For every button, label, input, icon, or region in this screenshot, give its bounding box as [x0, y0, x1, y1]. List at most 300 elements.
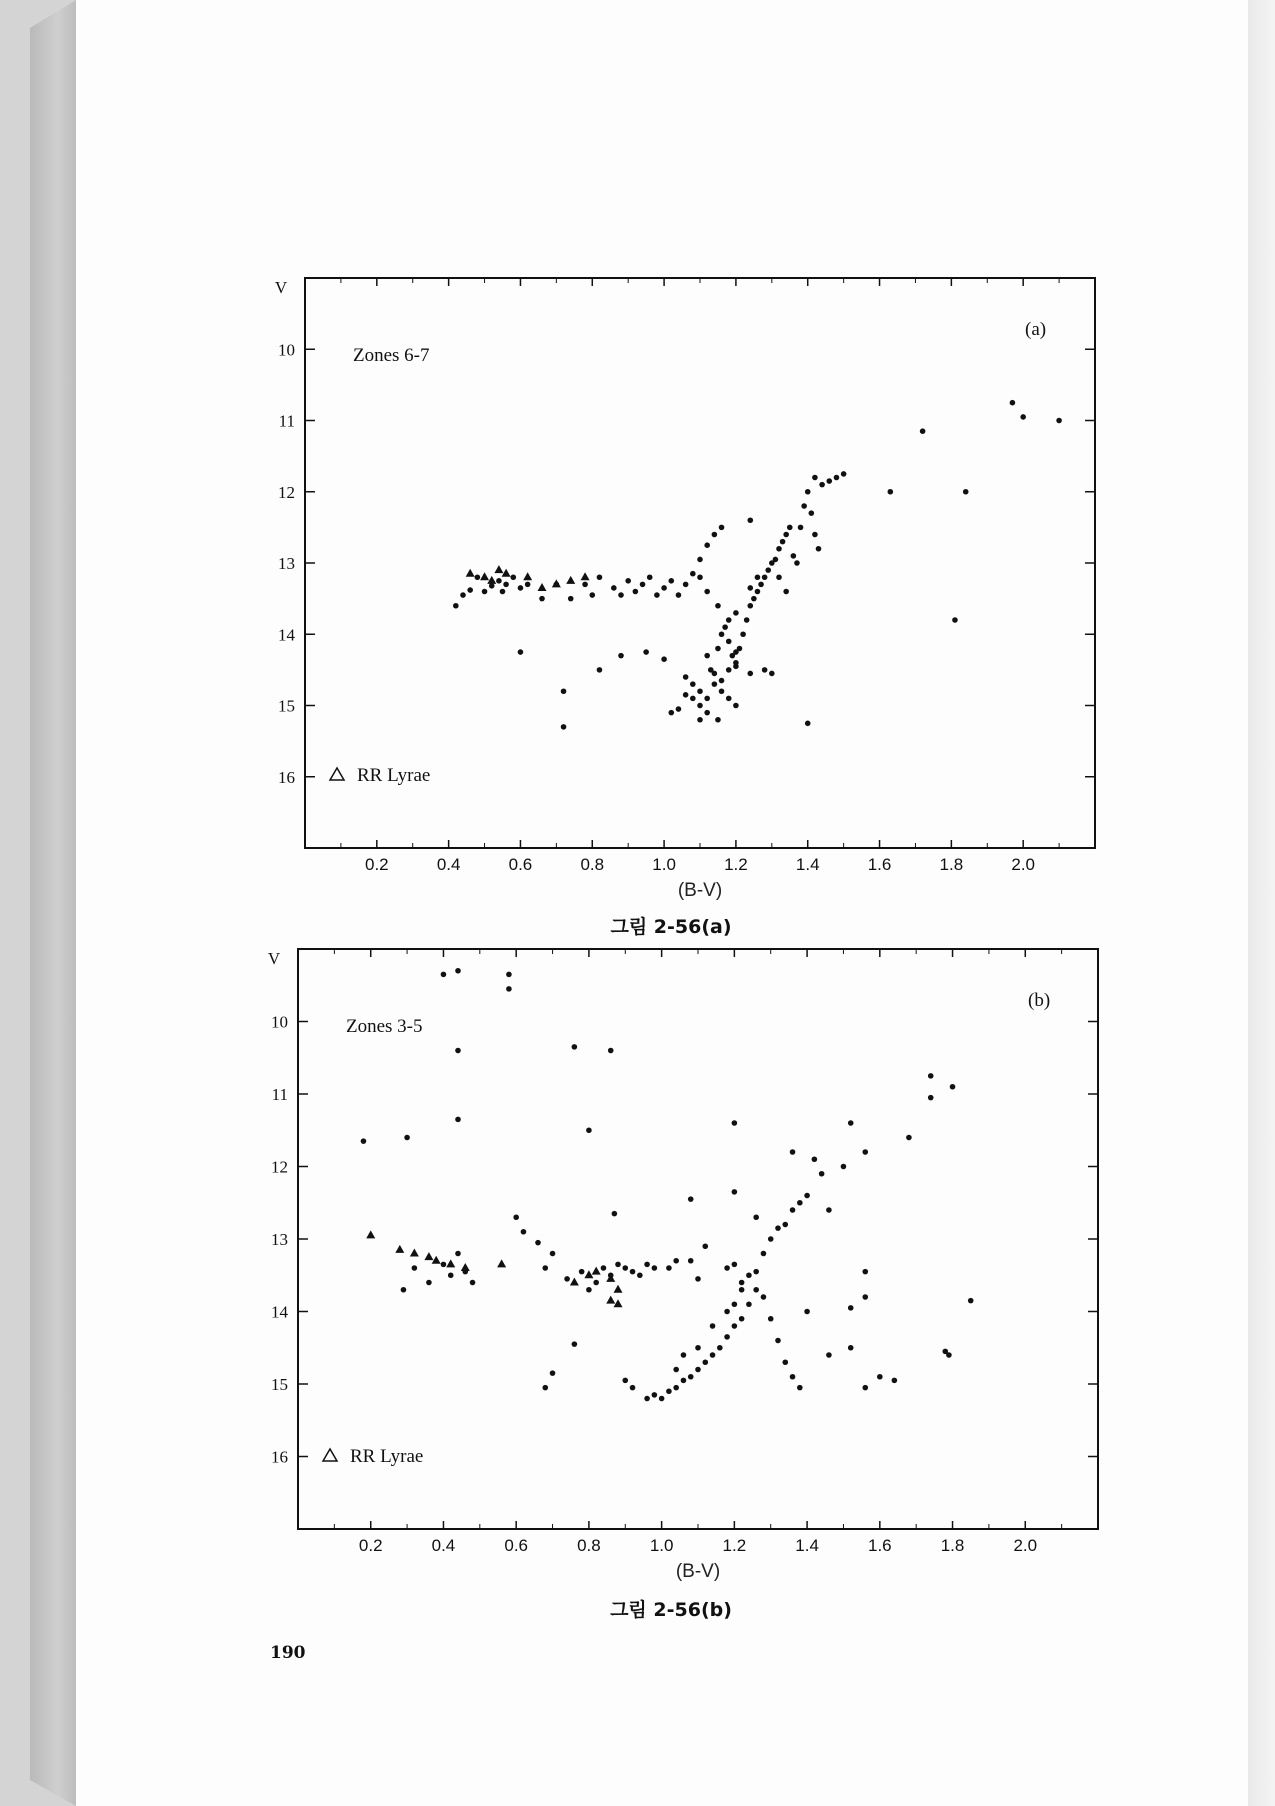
star-point	[455, 1117, 461, 1123]
rr-lyrae-point	[366, 1230, 375, 1238]
rr-lyrae-point	[523, 572, 532, 580]
rr-lyrae-point	[538, 583, 547, 591]
y-tick-label: 12	[271, 1157, 288, 1177]
star-point	[888, 489, 894, 495]
star-point	[601, 1265, 607, 1271]
star-point	[950, 1084, 956, 1090]
rr-lyrae-point	[461, 1263, 470, 1271]
star-point	[697, 574, 703, 580]
rr-lyrae-point	[614, 1285, 623, 1293]
star-point	[920, 428, 926, 434]
star-point	[412, 1265, 418, 1271]
star-point	[441, 972, 447, 978]
chart-panel-a	[250, 270, 1110, 901]
star-point	[550, 1251, 556, 1257]
star-point	[826, 1352, 832, 1358]
x-tick-label: 1.8	[940, 1536, 965, 1555]
star-point	[719, 688, 725, 694]
star-point	[542, 1265, 548, 1271]
star-point	[1056, 418, 1062, 424]
y-tick-label: 14	[278, 625, 295, 645]
scatter-chart-a	[250, 270, 1110, 901]
rr-lyrae-point	[592, 1267, 601, 1275]
star-point	[612, 1211, 618, 1217]
star-point	[790, 1207, 796, 1213]
star-point	[676, 706, 682, 712]
rr-lyrae-point	[494, 565, 503, 573]
star-point	[710, 1352, 716, 1358]
star-point	[695, 1345, 701, 1351]
star-point	[877, 1374, 883, 1380]
star-point	[747, 603, 753, 609]
y-tick-label: 16	[278, 767, 295, 787]
star-point	[744, 617, 750, 623]
star-point	[697, 703, 703, 709]
star-point	[812, 1156, 818, 1162]
star-point	[776, 574, 782, 580]
star-point	[510, 574, 516, 580]
star-point	[661, 585, 667, 591]
star-point	[712, 532, 718, 538]
star-point	[968, 1298, 974, 1304]
star-point	[688, 1196, 694, 1202]
star-point	[475, 574, 481, 580]
star-point	[798, 525, 804, 531]
star-point	[816, 546, 822, 552]
star-point	[826, 1207, 832, 1213]
star-point	[704, 542, 710, 548]
rr-lyrae-point	[570, 1278, 579, 1286]
star-point	[644, 1262, 650, 1268]
rr-lyrae-point	[480, 572, 489, 580]
star-point	[780, 539, 786, 545]
star-point	[644, 1396, 650, 1402]
y-tick-label: 16	[271, 1447, 288, 1467]
star-point	[719, 678, 725, 684]
star-point	[732, 1262, 738, 1268]
y-axis-label: V	[274, 278, 288, 297]
x-tick-label: 0.4	[431, 1536, 456, 1555]
star-point	[722, 624, 728, 630]
star-point	[746, 1272, 752, 1278]
star-point	[862, 1294, 868, 1300]
star-point	[467, 587, 473, 593]
star-point	[455, 1251, 461, 1257]
y-tick-label: 12	[278, 482, 295, 502]
star-point	[1020, 414, 1026, 420]
star-point	[733, 610, 739, 616]
x-tick-label: 1.2	[724, 855, 748, 874]
figure-caption-b: 그림 2-56(b)	[610, 1599, 732, 1621]
star-point	[652, 1265, 658, 1271]
star-point	[782, 1359, 788, 1365]
star-point	[697, 557, 703, 563]
star-point	[841, 1164, 847, 1170]
star-point	[733, 664, 739, 670]
star-point	[790, 1149, 796, 1155]
star-point	[506, 986, 512, 992]
star-point	[773, 557, 779, 563]
star-point	[765, 567, 771, 573]
figure-caption-a: 그림 2-56(a)	[610, 916, 732, 938]
star-point	[525, 582, 531, 588]
panel-letter: (a)	[1025, 319, 1047, 340]
star-point	[676, 592, 682, 598]
x-axis-label: (B-V)	[677, 880, 723, 901]
star-point	[739, 1287, 745, 1293]
star-point	[733, 703, 739, 709]
star-point	[702, 1243, 708, 1249]
star-point	[401, 1287, 407, 1293]
star-point	[946, 1352, 952, 1358]
star-point	[768, 1316, 774, 1322]
x-tick-label: 1.0	[649, 1536, 674, 1555]
star-point	[618, 592, 624, 598]
star-point	[441, 1262, 447, 1268]
star-point	[597, 667, 603, 673]
star-point	[732, 1323, 738, 1329]
star-point	[724, 1334, 730, 1340]
star-point	[740, 631, 746, 637]
star-point	[804, 1193, 810, 1199]
star-point	[550, 1370, 556, 1376]
x-tick-label: 1.4	[795, 1536, 819, 1555]
star-point	[561, 724, 567, 730]
rr-lyrae-point	[581, 572, 590, 580]
star-point	[963, 489, 969, 495]
star-point	[710, 1323, 716, 1329]
star-point	[769, 671, 775, 677]
star-point	[704, 653, 710, 659]
x-tick-label: 2.0	[1013, 1536, 1038, 1555]
star-point	[611, 585, 617, 591]
star-point	[768, 1236, 774, 1242]
star-point	[755, 589, 761, 595]
star-point	[622, 1265, 628, 1271]
star-point	[482, 589, 488, 595]
x-tick-label: 1.8	[939, 855, 964, 874]
star-point	[928, 1073, 934, 1079]
star-point	[593, 1280, 599, 1286]
star-point	[683, 692, 689, 698]
x-tick-label: 1.6	[867, 855, 892, 874]
star-point	[848, 1345, 854, 1351]
x-tick-label: 0.8	[580, 855, 605, 874]
star-point	[643, 649, 649, 655]
star-point	[726, 617, 732, 623]
star-point	[690, 571, 696, 577]
rr-lyrae-point	[497, 1259, 506, 1267]
star-point	[518, 585, 524, 591]
scatter-chart-b	[250, 942, 1110, 1582]
rr-lyrae-point	[466, 569, 475, 577]
x-tick-label: 0.8	[577, 1536, 601, 1555]
star-point	[618, 653, 624, 659]
x-tick-label: 0.2	[364, 855, 389, 874]
page-right-edge	[1248, 0, 1275, 1806]
legend-triangle-icon	[323, 1449, 337, 1461]
y-tick-label: 11	[271, 1085, 288, 1104]
star-point	[747, 585, 753, 591]
star-point	[801, 503, 807, 509]
x-tick-label: 2.0	[1011, 855, 1036, 874]
star-point	[690, 696, 696, 702]
star-point	[732, 1189, 738, 1195]
rr-lyrae-point	[424, 1252, 433, 1260]
star-point	[637, 1272, 643, 1278]
star-point	[708, 667, 714, 673]
star-point	[928, 1095, 934, 1101]
star-point	[790, 1374, 796, 1380]
star-point	[622, 1378, 628, 1384]
star-point	[812, 532, 818, 538]
star-point	[794, 560, 800, 566]
star-point	[712, 681, 718, 687]
y-tick-label: 11	[278, 411, 295, 431]
star-point	[426, 1280, 432, 1286]
rr-lyrae-point	[446, 1259, 455, 1267]
star-point	[521, 1229, 527, 1235]
star-point	[724, 1309, 730, 1315]
star-point	[640, 582, 646, 588]
star-point	[776, 546, 782, 552]
star-point	[758, 582, 764, 588]
star-point	[625, 578, 631, 584]
star-point	[819, 1171, 825, 1177]
star-point	[826, 478, 832, 484]
star-point	[805, 721, 811, 727]
x-tick-label: 1.2	[722, 1536, 747, 1555]
star-point	[892, 1378, 898, 1384]
star-point	[695, 1276, 701, 1282]
star-point	[783, 532, 789, 538]
star-point	[834, 475, 840, 481]
star-point	[724, 1265, 730, 1271]
star-point	[862, 1385, 868, 1391]
legend-triangle-icon	[330, 768, 344, 780]
star-point	[862, 1269, 868, 1275]
star-point	[717, 1345, 723, 1351]
x-tick-label: 0.4	[436, 855, 461, 874]
star-point	[783, 589, 789, 595]
y-axis-label: V	[267, 949, 281, 968]
star-point	[470, 1280, 476, 1286]
star-point	[726, 696, 732, 702]
star-point	[761, 1251, 767, 1257]
star-point	[404, 1135, 410, 1141]
star-point	[568, 596, 574, 602]
star-point	[1010, 400, 1016, 406]
star-point	[732, 1301, 738, 1307]
star-point	[630, 1269, 636, 1275]
star-point	[747, 517, 753, 523]
star-point	[952, 617, 958, 623]
star-point	[535, 1240, 541, 1246]
star-point	[719, 631, 725, 637]
star-point	[615, 1262, 621, 1268]
star-point	[704, 696, 710, 702]
star-point	[739, 1280, 745, 1286]
star-point	[661, 656, 667, 662]
star-point	[681, 1352, 687, 1358]
zone-label: Zones 3-5	[346, 1016, 423, 1037]
star-point	[673, 1367, 679, 1373]
star-point	[506, 972, 512, 978]
star-point	[673, 1385, 679, 1391]
star-point	[659, 1396, 665, 1402]
y-tick-label: 15	[278, 696, 295, 716]
star-point	[797, 1385, 803, 1391]
star-point	[719, 525, 725, 531]
star-point	[460, 592, 466, 598]
y-tick-label: 15	[271, 1375, 288, 1394]
star-point	[841, 471, 847, 477]
star-point	[762, 667, 768, 673]
zone-label: Zones 6-7	[353, 345, 430, 366]
x-tick-label: 1.0	[652, 855, 676, 874]
star-point	[787, 525, 793, 531]
star-point	[539, 596, 545, 602]
star-point	[453, 603, 459, 609]
star-point	[715, 646, 721, 652]
star-point	[739, 1316, 745, 1322]
star-point	[753, 1214, 759, 1220]
star-point	[586, 1287, 592, 1293]
star-point	[751, 596, 757, 602]
star-point	[586, 1127, 592, 1133]
star-point	[496, 578, 502, 584]
star-point	[666, 1388, 672, 1394]
star-point	[572, 1341, 578, 1347]
star-point	[732, 1120, 738, 1126]
star-point	[630, 1385, 636, 1391]
star-point	[668, 710, 674, 716]
star-point	[361, 1138, 367, 1144]
star-point	[862, 1149, 868, 1155]
star-point	[597, 574, 603, 580]
star-point	[775, 1338, 781, 1344]
star-point	[782, 1222, 788, 1228]
star-point	[726, 667, 732, 673]
star-point	[503, 582, 509, 588]
panel-letter: (b)	[1028, 990, 1051, 1011]
star-point	[733, 649, 739, 655]
rr-lyrae-point	[552, 579, 561, 587]
x-tick-label: 0.6	[504, 1536, 529, 1555]
rr-lyrae-point	[395, 1245, 404, 1253]
y-tick-label: 13	[278, 554, 295, 573]
y-tick-label: 14	[271, 1302, 288, 1322]
star-point	[753, 1287, 759, 1293]
star-point	[697, 688, 703, 694]
star-point	[726, 639, 732, 645]
star-point	[572, 1044, 578, 1050]
x-tick-label: 0.2	[358, 1536, 383, 1555]
legend-label: RR Lyrae	[357, 765, 431, 786]
star-point	[518, 649, 524, 655]
star-point	[654, 592, 660, 598]
star-point	[695, 1367, 701, 1373]
star-point	[715, 717, 721, 723]
star-point	[652, 1392, 658, 1398]
legend-label: RR Lyrae	[350, 1446, 424, 1467]
star-point	[489, 583, 495, 589]
star-point	[755, 574, 761, 580]
star-point	[647, 574, 653, 580]
star-point	[848, 1305, 854, 1311]
x-tick-label: 1.4	[795, 855, 820, 874]
star-point	[715, 603, 721, 609]
y-tick-label: 13	[271, 1230, 288, 1249]
star-point	[561, 688, 567, 694]
star-point	[804, 1309, 810, 1315]
star-point	[690, 681, 696, 687]
star-point	[455, 1048, 461, 1054]
star-point	[819, 482, 825, 488]
star-point	[704, 710, 710, 716]
page-number: 190	[270, 1643, 306, 1663]
star-point	[542, 1385, 548, 1391]
star-point	[688, 1374, 694, 1380]
x-axis-label: (B-V)	[675, 1561, 721, 1582]
star-point	[683, 674, 689, 680]
star-point	[683, 582, 689, 588]
star-point	[455, 968, 461, 974]
star-point	[809, 510, 815, 516]
star-point	[673, 1258, 679, 1264]
star-point	[848, 1120, 854, 1126]
star-point	[762, 574, 768, 580]
star-point	[681, 1378, 687, 1384]
star-point	[812, 475, 818, 481]
star-point	[513, 1214, 519, 1220]
star-point	[775, 1225, 781, 1231]
star-point	[797, 1200, 803, 1206]
star-point	[589, 592, 595, 598]
y-tick-label: 10	[271, 1012, 288, 1032]
star-point	[579, 1269, 585, 1275]
star-point	[448, 1272, 454, 1278]
star-point	[805, 489, 811, 495]
rr-lyrae-point	[606, 1296, 615, 1304]
rr-lyrae-point	[606, 1274, 615, 1282]
chart-panel-b	[250, 942, 1110, 1582]
star-point	[747, 671, 753, 677]
x-tick-label: 0.6	[508, 855, 533, 874]
star-point	[500, 589, 506, 595]
star-point	[633, 589, 639, 595]
star-point	[564, 1276, 570, 1282]
star-point	[704, 589, 710, 595]
star-point	[608, 1048, 614, 1054]
star-point	[906, 1135, 912, 1141]
star-point	[666, 1265, 672, 1271]
rr-lyrae-point	[410, 1249, 419, 1257]
star-point	[582, 582, 588, 588]
star-point	[702, 1359, 708, 1365]
book-spine-edge	[30, 0, 76, 1806]
star-point	[668, 578, 674, 584]
x-tick-label: 1.6	[867, 1536, 892, 1555]
y-tick-label: 10	[278, 340, 295, 360]
star-point	[791, 553, 797, 559]
rr-lyrae-point	[566, 576, 575, 584]
star-point	[746, 1301, 752, 1307]
star-point	[697, 717, 703, 723]
star-point	[688, 1258, 694, 1264]
star-point	[753, 1269, 759, 1275]
star-point	[761, 1294, 767, 1300]
